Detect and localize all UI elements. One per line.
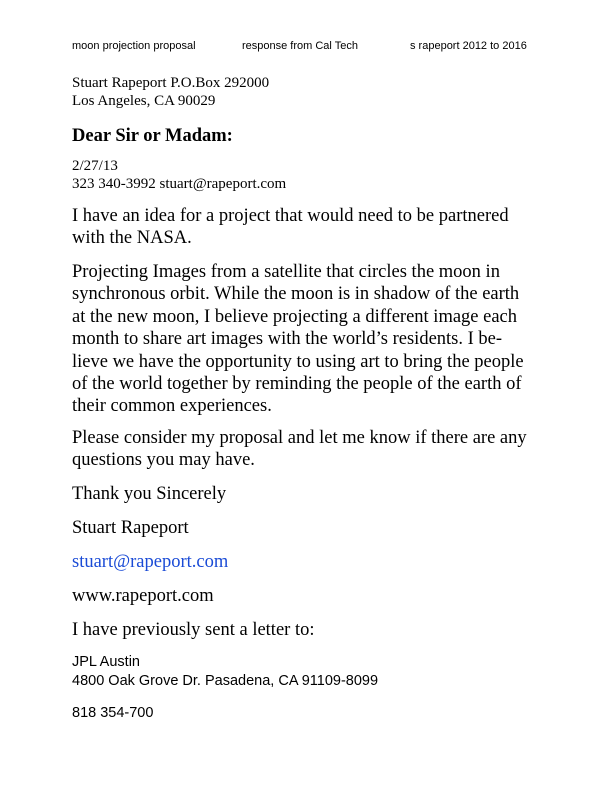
sender-address-line1: Stuart Rapeport P.O.Box 292000	[72, 75, 270, 91]
paragraph-line: at the new moon, I believe projecting a different image each	[72, 306, 518, 327]
letter-date: 2/27/13	[72, 158, 118, 174]
paragraph-line: Please consider my proposal and let me know if there are any	[72, 428, 527, 448]
recipient-address	[72, 653, 552, 691]
recipient-street: 4800 Oak Grove Dr. Pasadena, CA 91109-8099	[72, 673, 379, 689]
paragraph-proposal	[72, 261, 546, 418]
sender-address-line2: Los Angeles, CA 90029	[72, 93, 216, 109]
paragraph-line: of the world together by reminding the people of the earth of	[72, 374, 522, 395]
website: www.rapeport.com	[72, 586, 214, 606]
paragraph-line: I have an idea for a project that would need to be partnered	[72, 206, 509, 226]
paragraph-line: their common experiences.	[72, 396, 272, 417]
paragraph-line: lieve we have the opportunity to using art to bring the people	[72, 351, 524, 372]
date-contact-block	[72, 157, 552, 193]
sender-address	[72, 74, 552, 110]
email-link[interactable]: stuart@rapeport.com	[72, 552, 229, 572]
paragraph-line: with the NASA.	[72, 228, 192, 249]
recipient-name: JPL Austin	[72, 654, 140, 670]
paragraph-line: synchronous orbit. While the moon is in shadow of the earth	[72, 284, 520, 305]
header-title-center: response from Cal Tech	[242, 40, 358, 52]
sender-contact: 323 340-3992 stuart@rapeport.com	[72, 176, 287, 192]
paragraph-line: month to share art images with the world’s residents. I be-	[72, 329, 503, 350]
paragraph-line: questions you may have.	[72, 450, 255, 471]
email-line	[72, 551, 552, 573]
header-title-left: moon projection proposal	[72, 40, 196, 52]
previous-letter-intro: I have previously sent a letter to:	[72, 620, 315, 640]
recipient-phone: 818 354-700	[72, 705, 154, 721]
header-title-right: s rapeport 2012 to 2016	[410, 40, 527, 52]
salutation: Dear Sir or Madam:	[72, 126, 233, 146]
paragraph-intro	[72, 205, 546, 250]
page-header	[72, 40, 542, 54]
closing: Thank you Sincerely	[72, 484, 227, 504]
paragraph-line: Projecting Images from a satellite that circles the moon in	[72, 262, 500, 282]
paragraph-request	[72, 427, 546, 472]
signature-name: Stuart Rapeport	[72, 518, 189, 538]
